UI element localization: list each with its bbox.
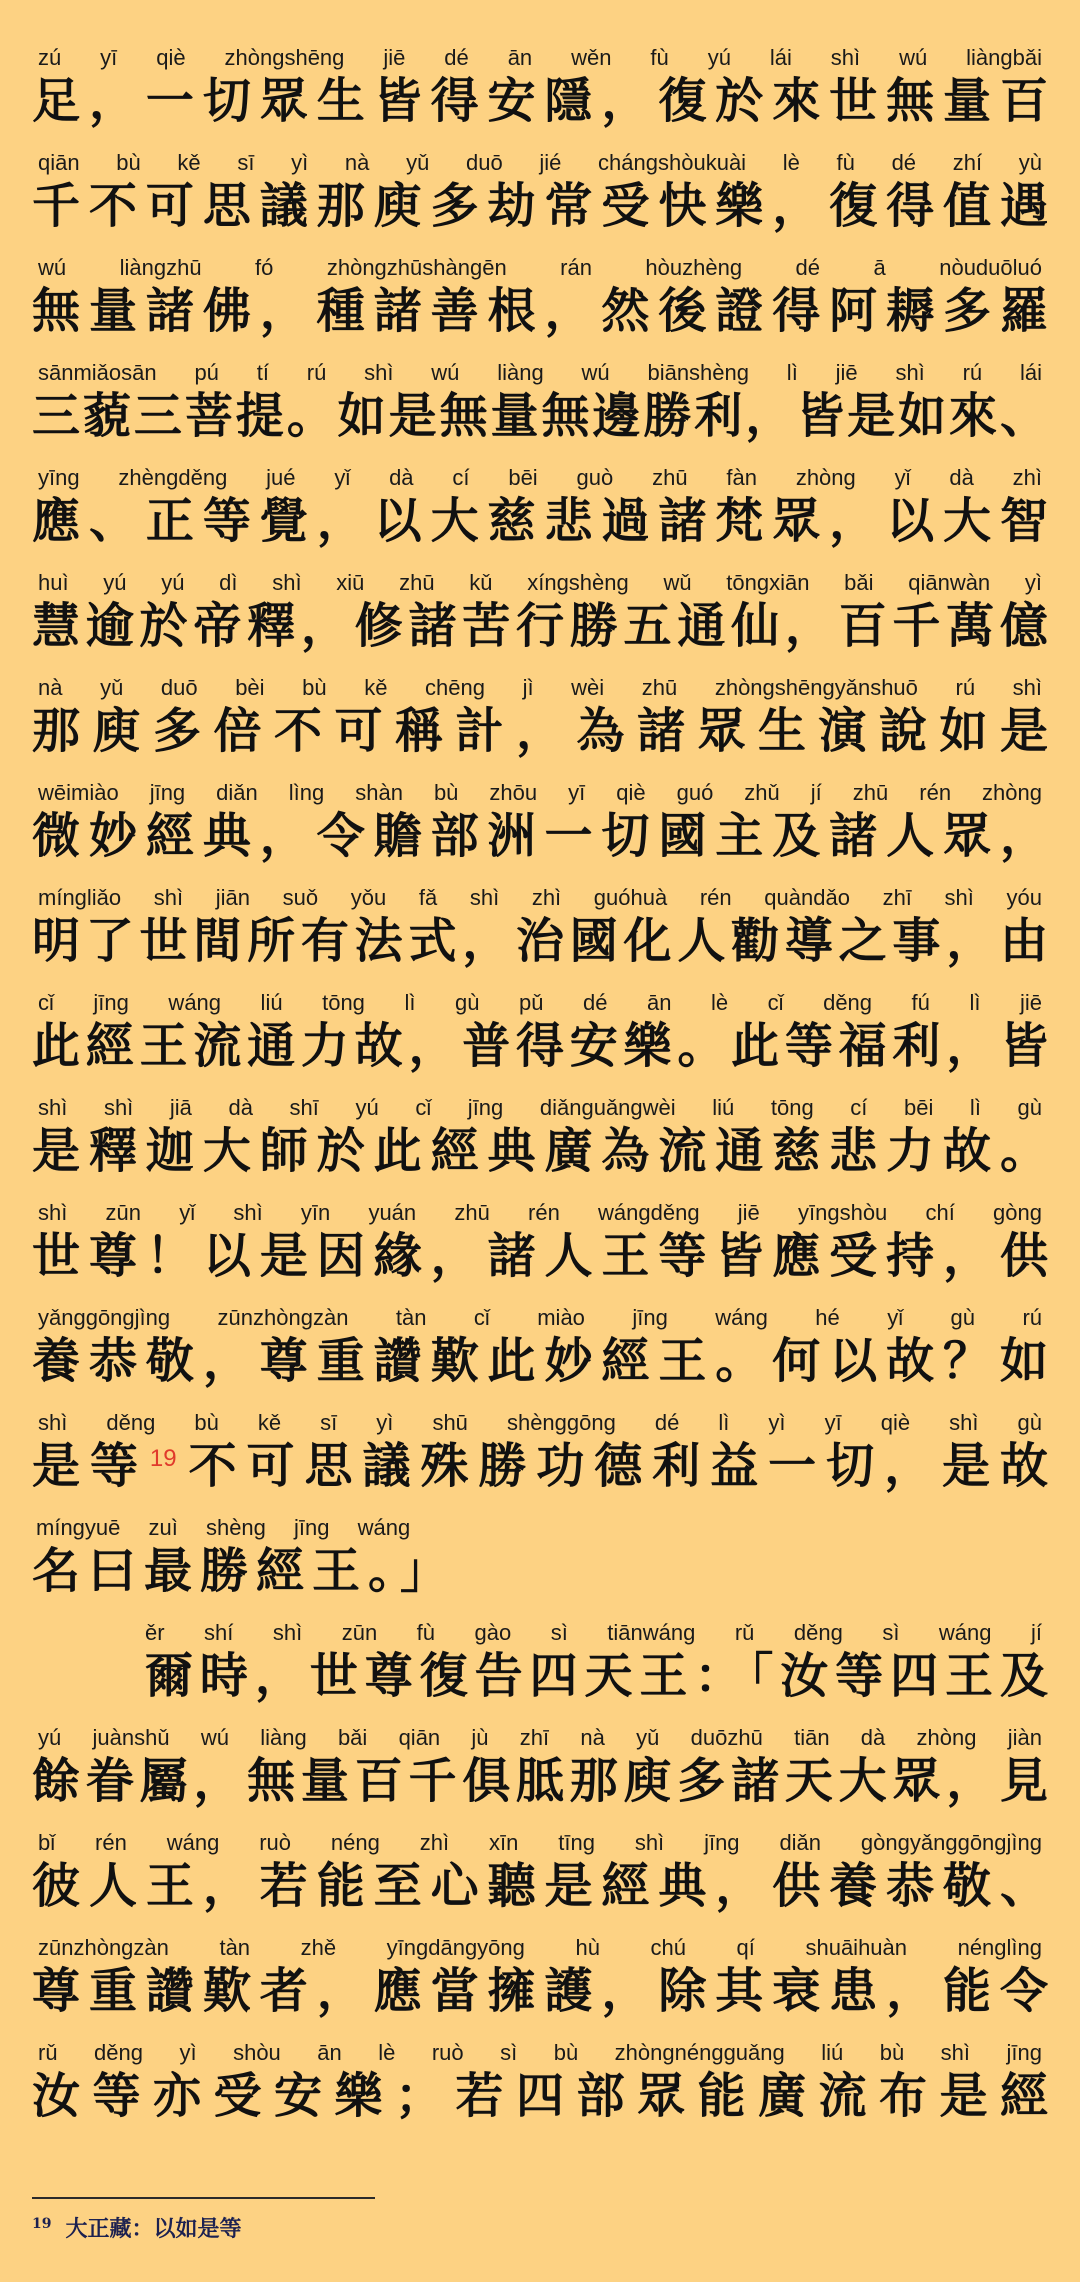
chinese-line: 彼人王，若能至心聽是經典，供養恭敬、 [32, 1858, 1048, 1914]
chinese-line: 千不可思議那庾多劫常受快樂，復得值遇 [32, 178, 1048, 234]
scripture-text [32, 43, 1048, 2143]
chinese-line [32, 1438, 1048, 1494]
pinyin-line: bǐ rén wáng ruò néng zhì xīn tīng shì jīng diǎn gòngyǎnggōngjìng [38, 1830, 1042, 1855]
pinyin-line: qiān bù kě sī yì nà yǔ duō jié chángshòukuài lè fù dé zhí yù [38, 150, 1042, 175]
chinese-line: 慧逾於帝釋，修諸苦行勝五通仙，百千萬億 [32, 598, 1048, 654]
pinyin-line: rǔ děng yì shòu ān lè ruò sì bù zhòngnéngguǎng liú bù shì jīng [38, 2040, 1042, 2065]
text-row [32, 1723, 1048, 1828]
text-row [32, 358, 1048, 463]
chinese-line: 微妙經典，令贍部洲一切國主及諸人眾， [32, 808, 1048, 864]
chinese-line: 名曰最勝經王。」 [32, 1543, 457, 1599]
pinyin-line: zūnzhòngzàn tàn zhě yīngdāngyōng hù chú qí shuāihuàn nénglìng [38, 1935, 1042, 1960]
pinyin-line: shì děng bù kě sī yì shū shènggōng dé lì yì yī qiè shì gù [38, 1410, 1042, 1435]
pinyin-line: yǎnggōngjìng zūnzhòngzàn tàn cǐ miào jīng wáng hé yǐ gù rú [38, 1305, 1042, 1330]
pinyin-line: míngyuē zuì shèng jīng wáng [36, 1515, 411, 1540]
text-row [32, 148, 1048, 253]
chinese-text-segment: 不可思議殊勝功德利益一切，是故 [178, 1438, 1048, 1494]
text-row [32, 1303, 1048, 1408]
pinyin-line: wēimiào jīng diǎn lìng shàn bù zhōu yī qiè guó zhǔ jí zhū rén zhòng [38, 780, 1042, 805]
chinese-line: 爾時，世尊復告四天王：「汝等四王及 [145, 1648, 1048, 1704]
pinyin-line: huì yú yú dì shì xiū zhū kǔ xíngshèng wǔ tōngxiān bǎi qiānwàn yì [38, 570, 1042, 595]
chinese-text-segment: 是等 [32, 1438, 148, 1494]
footnote-divider [32, 2197, 375, 2199]
pinyin-line: sānmiǎosān pú tí rú shì wú liàng wú biānshèng lì jiē shì rú lái [38, 360, 1042, 385]
text-row [32, 1513, 1048, 1618]
chinese-line: 此經王流通力故，普得安樂。此等福利，皆 [32, 1018, 1048, 1074]
text-row [32, 1933, 1048, 2038]
chinese-line: 餘眷屬，無量百千俱胝那庾多諸天大眾，見 [32, 1753, 1048, 1809]
footnote-reference: 19 [149, 1445, 177, 1472]
text-row [32, 1828, 1048, 1933]
text-row [32, 2038, 1048, 2143]
text-row [32, 1093, 1048, 1198]
footnote [32, 2212, 242, 2246]
text-row [32, 1408, 1048, 1513]
text-row [32, 568, 1048, 673]
chinese-line: 汝等亦受安樂；若四部眾能廣流布是經 [32, 2068, 1048, 2124]
text-row [32, 253, 1048, 358]
pinyin-line: wú liàngzhū fó zhòngzhūshàngēn rán hòuzhèng dé ā nòuduōluó [38, 255, 1042, 280]
chinese-line: 那庾多倍不可稱計，為諸眾生演說如是 [32, 703, 1048, 759]
text-row [32, 463, 1048, 568]
pinyin-line: yīng zhèngděng jué yǐ dà cí bēi guò zhū fàn zhòng yǐ dà zhì [38, 465, 1042, 490]
chinese-line: 養恭敬，尊重讚歎此妙經王。何以故？如 [32, 1333, 1048, 1389]
pinyin-line: nà yǔ duō bèi bù kě chēng jì wèi zhū zhòngshēngyǎnshuō rú shì [38, 675, 1042, 700]
pinyin-line: shì shì jiā dà shī yú cǐ jīng diǎnguǎngwèi liú tōng cí bēi lì gù [38, 1095, 1042, 1120]
text-row [32, 1618, 1048, 1723]
text-row [32, 673, 1048, 778]
chinese-line: 明了世間所有法式，治國化人勸導之事，由 [32, 913, 1048, 969]
chinese-line: 尊重讚歎者，應當擁護，除其衰患，能令 [32, 1963, 1048, 2019]
pinyin-line: ěr shí shì zūn fù gào sì tiānwáng rǔ děng sì wáng jí [145, 1620, 1042, 1645]
pinyin-line: cǐ jīng wáng liú tōng lì gù pǔ dé ān lè cǐ děng fú lì jiē [38, 990, 1042, 1015]
footnote-text: 大正藏：以如是等 [65, 2216, 242, 2242]
text-row [32, 988, 1048, 1093]
chinese-line: 足，一切眾生皆得安隱，復於來世無量百 [32, 73, 1048, 129]
chinese-line: 是釋迦大師於此經典廣為流通慈悲力故。 [32, 1123, 1048, 1179]
pinyin-line: zú yī qiè zhòngshēng jiē dé ān wěn fù yú lái shì wú liàngbǎi [38, 45, 1042, 70]
chinese-line: 三藐三菩提。如是無量無邊勝利，皆是如來、 [32, 388, 1048, 444]
text-row [32, 1198, 1048, 1303]
chinese-line: 應、正等覺，以大慈悲過諸梵眾，以大智 [32, 493, 1048, 549]
text-row [32, 778, 1048, 883]
footnote-number: 19 [32, 2216, 52, 2232]
text-row [32, 43, 1048, 148]
pinyin-line: shì zūn yǐ shì yīn yuán zhū rén wángděng jiē yīngshòu chí gòng [38, 1200, 1042, 1225]
text-row [32, 883, 1048, 988]
pinyin-line: yú juànshǔ wú liàng bǎi qiān jù zhī nà yǔ duōzhū tiān dà zhòng jiàn [38, 1725, 1042, 1750]
pinyin-line: míngliǎo shì jiān suǒ yǒu fǎ shì zhì guóhuà rén quàndǎo zhī shì yóu [38, 885, 1042, 910]
chinese-line: 世尊！以是因緣，諸人王等皆應受持，供 [32, 1228, 1048, 1284]
chinese-line: 無量諸佛，種諸善根，然後證得阿耨多羅 [32, 283, 1048, 339]
